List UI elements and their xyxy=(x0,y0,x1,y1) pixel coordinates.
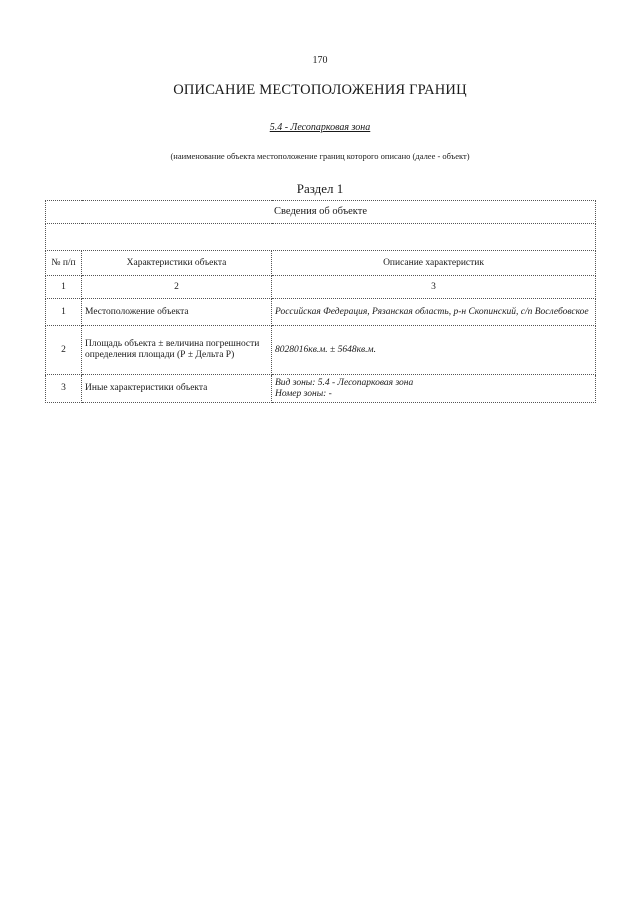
object-info-table xyxy=(45,200,596,403)
column-number-1: 1 xyxy=(46,276,82,299)
table-row xyxy=(46,299,596,326)
column-header-description: Описание характеристик xyxy=(272,251,596,276)
page-number: 170 xyxy=(312,55,328,66)
row-description-line: Номер зоны: - xyxy=(275,388,332,399)
table-row xyxy=(46,375,596,403)
row-description: Российская Федерация, Рязанская область, р-н Скопинский, с/п Вослебовское xyxy=(272,299,596,326)
row-number: 1 xyxy=(46,299,82,326)
column-number-3: 3 xyxy=(272,276,596,299)
object-caption: (наименование объекта местоположение границ которого описано (далее - объект) xyxy=(170,151,470,161)
table-column-headers xyxy=(46,251,596,276)
row-description-line: Вид зоны: 5.4 - Лесопарковая зона xyxy=(275,377,414,388)
row-characteristic: Площадь объекта ± величина погрешности определения площади (Р ± Дельта Р) xyxy=(82,326,272,375)
section-title: Раздел 1 xyxy=(296,181,344,196)
table-row xyxy=(46,326,596,375)
object-name xyxy=(0,122,640,133)
row-description xyxy=(272,375,596,403)
row-characteristic: Иные характеристики объекта xyxy=(82,375,272,403)
row-characteristic: Местоположение объекта xyxy=(82,299,272,326)
table-column-numbers xyxy=(46,276,596,299)
column-header-num: № п/п xyxy=(46,251,82,276)
row-number: 2 xyxy=(46,326,82,375)
table-header-row xyxy=(46,201,596,224)
table-empty-row xyxy=(46,224,596,251)
row-number: 3 xyxy=(46,375,82,403)
column-number-2: 2 xyxy=(82,276,272,299)
column-header-characteristic: Характеристики объекта xyxy=(82,251,272,276)
row-description: 8028016кв.м. ± 5648кв.м. xyxy=(272,326,596,375)
object-name-text: 5.4 - Лесопарковая зона xyxy=(269,122,371,133)
document-title: ОПИСАНИЕ МЕСТОПОЛОЖЕНИЯ ГРАНИЦ xyxy=(173,82,467,98)
table-header: Сведения об объекте xyxy=(46,201,596,224)
table-empty-cell xyxy=(46,224,596,251)
